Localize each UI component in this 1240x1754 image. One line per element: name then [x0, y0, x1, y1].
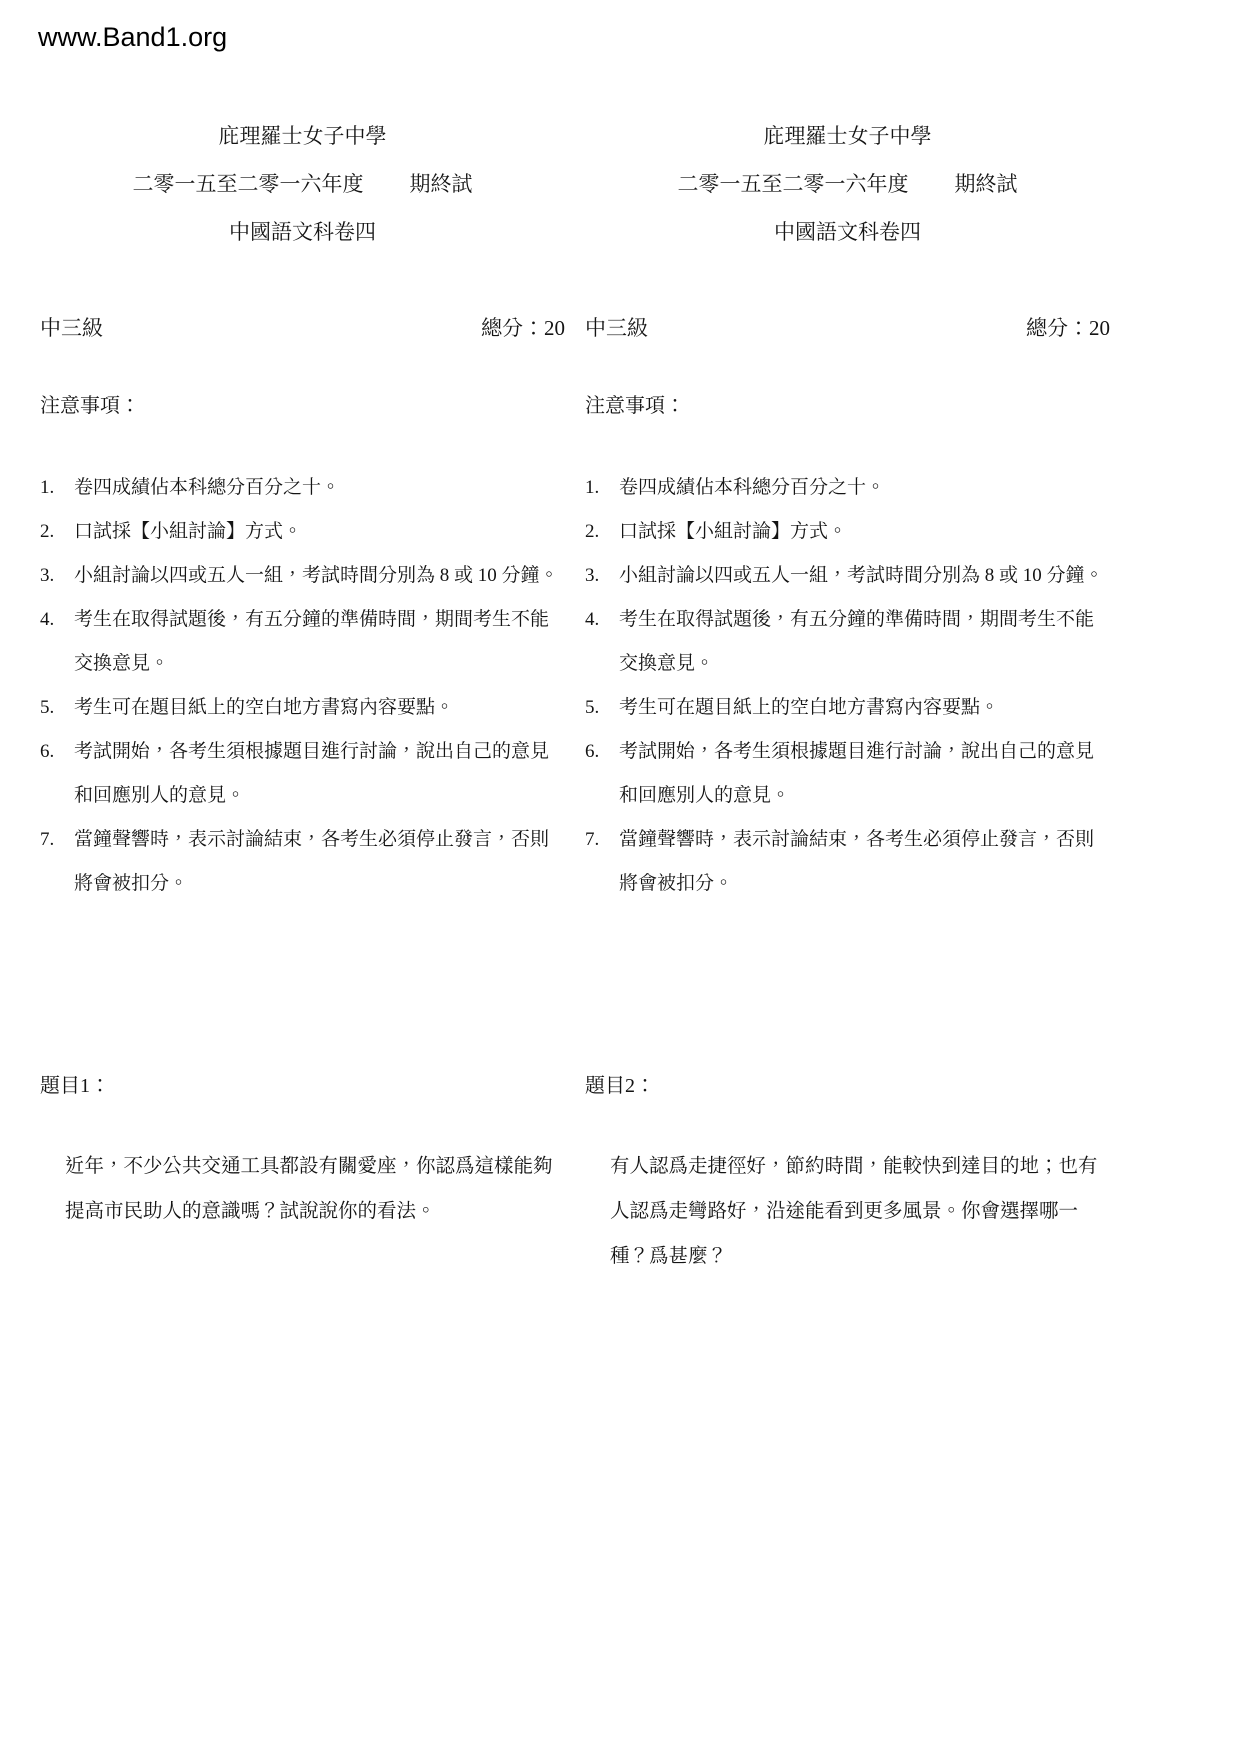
note-text: 口試採【小組討論】方式。 — [74, 521, 303, 542]
notes-heading: 注意事項： — [40, 395, 140, 417]
note-text: 小組討論以四或五人一組，考試時間分別為 8 或 10 分鐘。 — [74, 565, 559, 586]
school-name: 庇理羅士女子中學 — [763, 124, 932, 148]
note-text: 考生在取得試題後，有五分鐘的準備時間，期間考生不能交換意見。 — [74, 609, 550, 674]
total-score: 總分：20 — [481, 316, 565, 340]
note-item — [40, 818, 565, 906]
note-text: 口試採【小組討論】方式。 — [619, 521, 848, 542]
exam-page-left — [40, 112, 565, 1234]
grade-row — [40, 314, 565, 342]
notes-heading: 注意事項： — [585, 395, 685, 417]
note-item — [40, 510, 565, 554]
grade-level: 中三級 — [40, 316, 103, 340]
note-number: 1. — [585, 477, 600, 498]
question-2-label: 題目2： — [585, 1075, 655, 1097]
note-text: 當鐘聲響時，表示討論結束，各考生必須停止發言，否則將會被扣分。 — [74, 829, 550, 894]
note-number: 7. — [40, 829, 55, 850]
exam-name: 期終試 — [409, 172, 473, 196]
note-number: 6. — [40, 741, 55, 762]
question-1-label: 題目1： — [40, 1075, 110, 1097]
title-block — [585, 112, 1110, 256]
note-text: 考試開始，各考生須根據題目進行討論，說出自己的意見和回應別人的意見。 — [619, 741, 1095, 806]
subject-paper: 中國語文科卷四 — [774, 220, 921, 244]
question-1-text: 近年，不少公共交通工具都設有關愛座，你認爲這樣能夠提高市民助人的意識嗎？試說說你的看法。 — [65, 1156, 553, 1222]
exam-name: 期終試 — [954, 172, 1018, 196]
note-item — [40, 598, 565, 686]
note-text: 考生在取得試題後，有五分鐘的準備時間，期間考生不能交換意見。 — [619, 609, 1095, 674]
year-exam-line — [40, 160, 565, 208]
note-item — [585, 818, 1110, 906]
note-item — [585, 466, 1110, 510]
note-number: 2. — [585, 521, 600, 542]
note-number: 5. — [585, 697, 600, 718]
note-text: 考生可在題目紙上的空白地方書寫內容要點。 — [619, 697, 1000, 718]
total-score: 總分：20 — [1026, 316, 1110, 340]
notes-list — [585, 466, 1110, 906]
note-number: 7. — [585, 829, 600, 850]
note-text: 考試開始，各考生須根據題目進行討論，說出自己的意見和回應別人的意見。 — [74, 741, 550, 806]
note-text: 小組討論以四或五人一組，考試時間分別為 8 或 10 分鐘。 — [619, 565, 1104, 586]
note-number: 6. — [585, 741, 600, 762]
notes-list — [40, 466, 565, 906]
note-number: 5. — [40, 697, 55, 718]
note-number: 4. — [585, 609, 600, 630]
exam-page-right — [585, 112, 1110, 1279]
year-exam-line — [585, 160, 1110, 208]
note-item — [585, 554, 1110, 598]
school-name: 庇理羅士女子中學 — [218, 124, 387, 148]
note-item — [40, 466, 565, 510]
question-2-text: 有人認爲走捷徑好，節約時間，能較快到達目的地；也有人認爲走彎路好，沿途能看到更多風景。你會選擇哪一種？爲甚麼？ — [610, 1156, 1098, 1267]
note-text: 考生可在題目紙上的空白地方書寫內容要點。 — [74, 697, 455, 718]
note-item — [585, 598, 1110, 686]
school-year: 二零一五至二零一六年度 — [132, 172, 364, 196]
note-number: 2. — [40, 521, 55, 542]
note-item — [585, 730, 1110, 818]
note-item — [585, 686, 1110, 730]
note-number: 3. — [40, 565, 55, 586]
note-item — [40, 554, 565, 598]
grade-level: 中三級 — [585, 316, 648, 340]
school-year: 二零一五至二零一六年度 — [677, 172, 909, 196]
title-block — [40, 112, 565, 256]
note-text: 卷四成績佔本科總分百分之十。 — [619, 477, 886, 498]
subject-paper: 中國語文科卷四 — [229, 220, 376, 244]
note-item — [40, 730, 565, 818]
note-number: 3. — [585, 565, 600, 586]
note-item — [585, 510, 1110, 554]
note-text: 當鐘聲響時，表示討論結束，各考生必須停止發言，否則將會被扣分。 — [619, 829, 1095, 894]
site-watermark: www.Band1.org — [38, 22, 228, 52]
note-item — [40, 686, 565, 730]
note-number: 1. — [40, 477, 55, 498]
grade-row — [585, 314, 1110, 342]
note-text: 卷四成績佔本科總分百分之十。 — [74, 477, 341, 498]
note-number: 4. — [40, 609, 55, 630]
